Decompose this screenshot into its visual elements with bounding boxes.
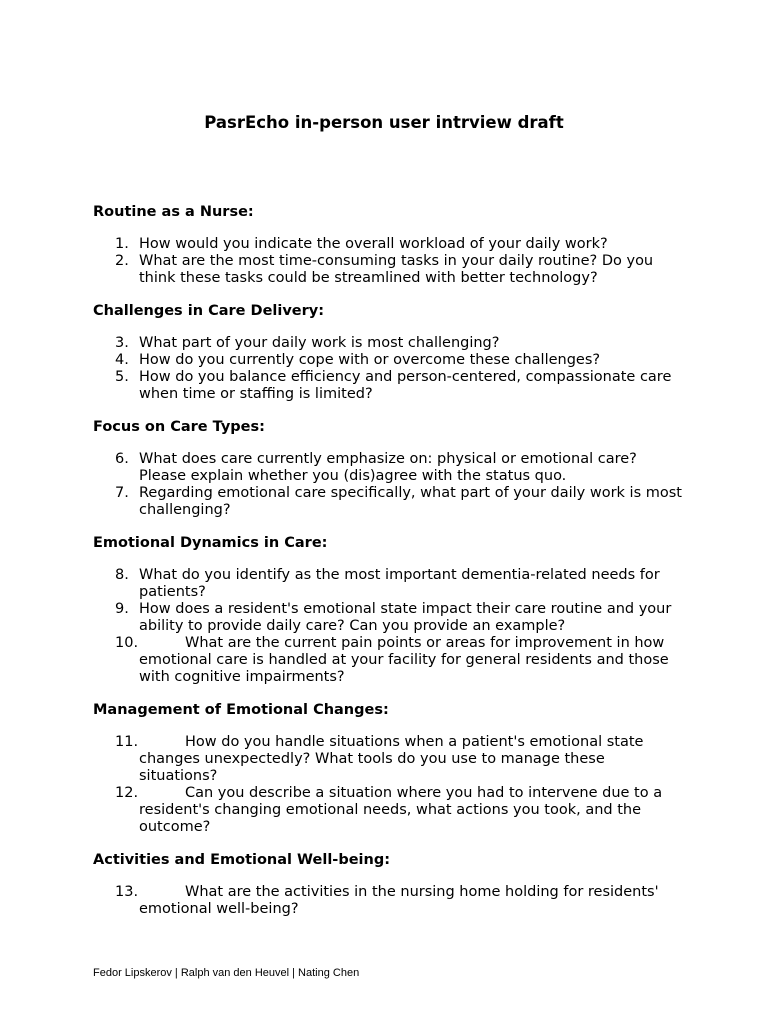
question-item	[93, 369, 683, 403]
section	[93, 533, 683, 686]
question-item	[93, 567, 683, 601]
section-heading: Activities and Emotional Well-being:	[93, 852, 391, 868]
question-item	[93, 734, 683, 785]
question-item	[93, 451, 683, 485]
question-item	[93, 236, 683, 253]
question-list	[93, 236, 683, 287]
question-text: What are the current pain points or areas for improvement in how emotional care is handled at your facility for general residents and those with cognitive impairments?	[139, 635, 669, 685]
question-number: 11.	[115, 734, 139, 750]
question-list	[93, 734, 683, 836]
section-heading: Routine as a Nurse:	[93, 204, 254, 220]
section	[93, 850, 683, 918]
question-text: What part of your daily work is most challenging?	[139, 335, 500, 351]
section	[93, 202, 683, 287]
question-item	[93, 335, 683, 352]
question-number: 3.	[115, 335, 129, 351]
question-number: 13.	[115, 884, 139, 900]
question-number: 5.	[115, 369, 129, 385]
question-number: 10.	[115, 635, 139, 651]
section	[93, 417, 683, 519]
question-number: 9.	[115, 601, 129, 617]
question-item	[93, 884, 683, 918]
question-text: How would you indicate the overall workload of your daily work?	[139, 236, 608, 252]
question-text: How do you balance efficiency and person-centered, compassionate care when time or staffing is limited?	[139, 369, 672, 402]
question-item	[93, 253, 683, 287]
question-text: How do you handle situations when a patient's emotional state changes unexpectedly? What tools do you use to manage these situations?	[139, 734, 644, 784]
question-text: Regarding emotional care specifically, what part of your daily work is most challenging?	[139, 485, 682, 518]
question-text: Can you describe a situation where you had to intervene due to a resident's changing emotional needs, what actions you took, and the outcome?	[139, 785, 663, 835]
document-body	[93, 202, 683, 932]
question-number: 7.	[115, 485, 129, 501]
question-number: 1.	[115, 236, 129, 252]
question-text: What do you identify as the most important dementia-related needs for patients?	[139, 567, 660, 600]
question-item	[93, 485, 683, 519]
question-item	[93, 601, 683, 635]
section	[93, 700, 683, 836]
section-heading: Focus on Care Types:	[93, 419, 265, 435]
question-text: What are the activities in the nursing home holding for residents' emotional well-being?	[139, 884, 659, 917]
section-heading: Management of Emotional Changes:	[93, 702, 389, 718]
section-heading: Emotional Dynamics in Care:	[93, 535, 328, 551]
document-title: PasrEcho in-person user intrview draft	[204, 113, 564, 132]
question-item	[93, 635, 683, 686]
question-text: What does care currently emphasize on: physical or emotional care? Please explain whether you (dis)agree with the status quo.	[139, 451, 637, 484]
question-text: How does a resident's emotional state impact their care routine and your ability to provide daily care? Can you provide an example?	[139, 601, 672, 634]
question-text: What are the most time-consuming tasks in your daily routine? Do you think these tasks could be streamlined with better technology?	[139, 253, 654, 286]
question-item	[93, 785, 683, 836]
question-list	[93, 567, 683, 686]
question-list	[93, 335, 683, 403]
question-item	[93, 352, 683, 369]
question-number: 6.	[115, 451, 129, 467]
question-number: 8.	[115, 567, 129, 583]
document-footer: Fedor Lipskerov | Ralph van den Heuvel | Nating Chen	[93, 967, 360, 979]
question-list	[93, 884, 683, 918]
section-heading: Challenges in Care Delivery:	[93, 303, 325, 319]
question-number: 4.	[115, 352, 129, 368]
section	[93, 301, 683, 403]
question-number: 12.	[115, 785, 139, 801]
question-list	[93, 451, 683, 519]
question-text: How do you currently cope with or overcome these challenges?	[139, 352, 601, 368]
question-number: 2.	[115, 253, 129, 269]
